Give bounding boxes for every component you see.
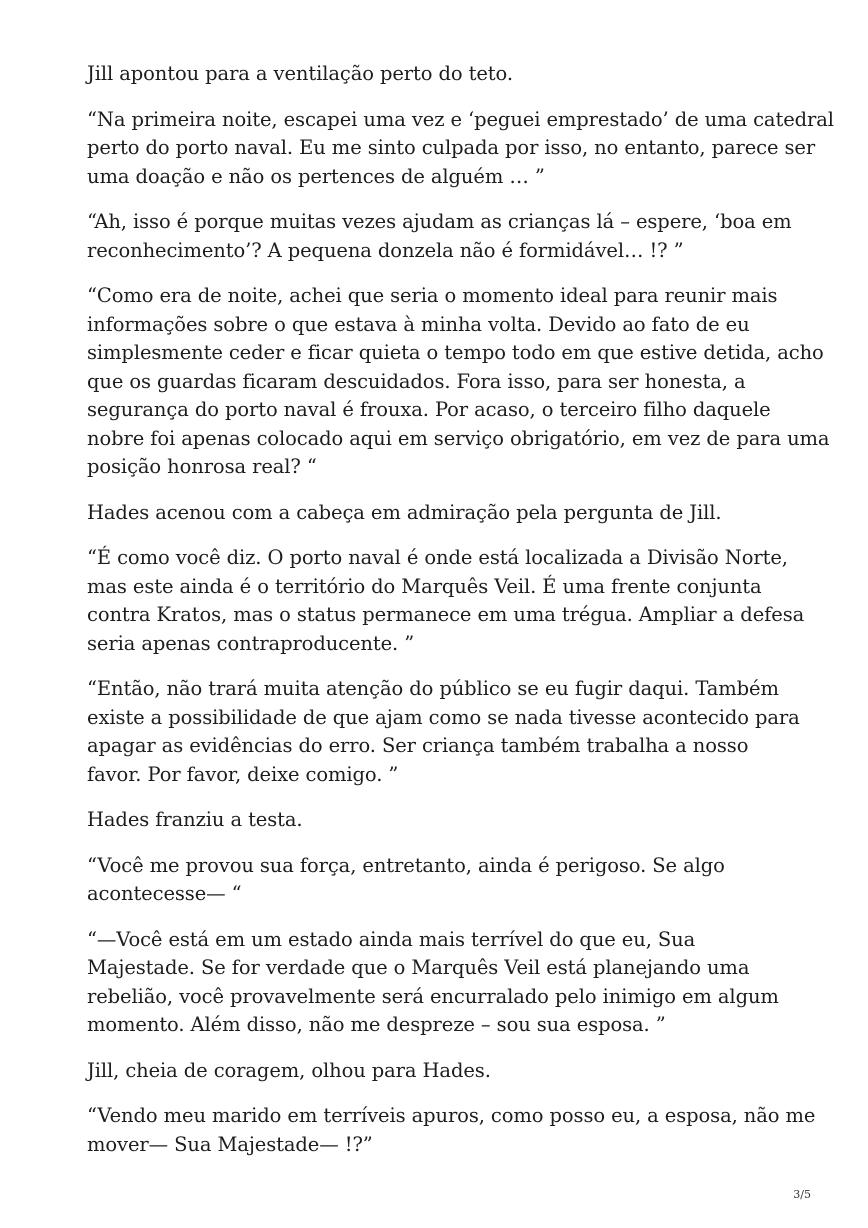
text-line: Jill apontou para a ventilação perto do teto. <box>87 62 513 85</box>
text-line: acontecesse— “ <box>87 882 242 905</box>
text-line: “Você me provou sua força, entretanto, ainda é perigoso. Se algo <box>87 853 725 877</box>
paragraph <box>87 1057 792 1086</box>
text-line: mover— Sua Majestade— !?” <box>87 1132 373 1156</box>
paragraph <box>87 208 792 265</box>
text-line: apagar as evidências do erro. Ser criança também trabalha a nosso <box>87 734 749 757</box>
text-line: Hades franziu a testa. <box>87 808 303 831</box>
text-line: “—Você está em um estado ainda mais terrível do que eu, Sua <box>87 927 696 951</box>
paragraph <box>87 806 792 835</box>
text-line: uma doação e não os pertences de alguém … ” <box>87 164 545 188</box>
text-line: existe a possibilidade de que ajam como se nada tivesse acontecido para <box>87 705 800 729</box>
paragraph <box>87 106 834 192</box>
paragraph <box>87 852 792 909</box>
paragraph <box>87 60 792 89</box>
text-line: “É como você diz. O porto naval é onde está localizada a Divisão Norte, <box>87 546 788 569</box>
text-line: que os guardas ficaram descuidados. Fora isso, para ser honesta, a <box>87 369 746 393</box>
paragraph <box>87 282 830 482</box>
text-line: favor. Por favor, deixe comigo. ” <box>87 762 399 786</box>
text-line: informações sobre o que estava à minha volta. Devido ao fato de eu <box>87 312 750 336</box>
text-line: momento. Além disso, não me despreze – sou sua esposa. ” <box>87 1013 666 1036</box>
text-line: posição honrosa real? “ <box>87 455 317 478</box>
paragraph <box>87 1102 816 1159</box>
paragraph <box>87 499 792 528</box>
text-line: Majestade. Se for verdade que o Marquês Veil está planejando uma <box>87 956 750 979</box>
paragraph <box>87 675 800 789</box>
text-line: “Como era de noite, achei que seria o momento ideal para reunir mais <box>87 284 778 307</box>
paragraph <box>87 544 805 658</box>
paragraph <box>87 926 792 1040</box>
text-line: mas este ainda é o território do Marquês Veil. É uma frente conjunta <box>87 574 762 598</box>
text-line: simplesmente ceder e ficar quieta o tempo todo em que estive detida, acho <box>87 341 824 364</box>
document-body <box>87 60 834 1176</box>
text-line: contra Kratos, mas o status permanece em uma trégua. Ampliar a defesa <box>87 603 805 626</box>
text-line: seria apenas contraproducente. ” <box>87 631 415 655</box>
text-line: “Ah, isso é porque muitas vezes ajudam as crianças lá – espere, ‘boa em <box>87 210 792 233</box>
text-line: “Na primeira noite, escapei uma vez e ‘peguei emprestado’ de uma catedral <box>87 107 834 131</box>
text-line: “Então, não trará muita atenção do público se eu fugir daqui. Também <box>87 677 779 700</box>
text-line: “Vendo meu marido em terríveis apuros, como posso eu, a esposa, não me <box>87 1104 816 1127</box>
text-line: segurança do porto naval é frouxa. Por acaso, o terceiro filho daquele <box>87 398 771 421</box>
text-line: reconhecimento’? A pequena donzela não é formidável… !? ” <box>87 238 684 262</box>
page-number: 3/5 <box>793 1188 811 1201</box>
text-line: perto do porto naval. Eu me sinto culpada por isso, no entanto, parece ser <box>87 136 816 159</box>
text-line: nobre foi apenas colocado aqui em serviço obrigatório, em vez de para uma <box>87 426 830 450</box>
text-line: Jill, cheia de coragem, olhou para Hades. <box>87 1058 491 1082</box>
text-line: Hades acenou com a cabeça em admiração pela pergunta de Jill. <box>87 500 722 524</box>
text-line: rebelião, você provavelmente será encurralado pelo inimigo em algum <box>87 984 779 1008</box>
